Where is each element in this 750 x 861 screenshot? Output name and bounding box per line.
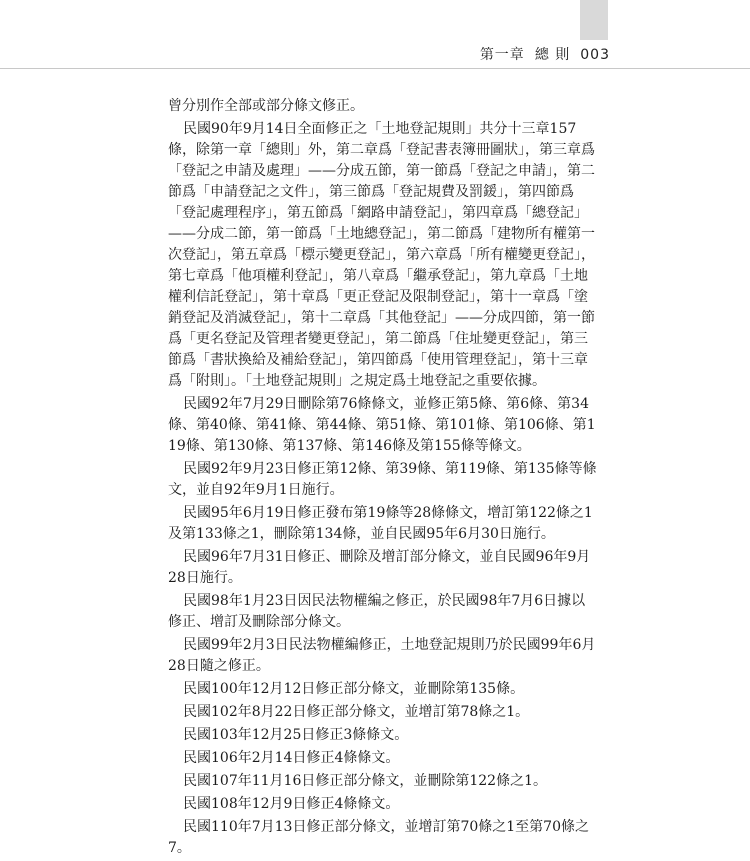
page-body <box>168 96 598 861</box>
paragraph: 民國108年12月9日修正4條條文。 <box>183 796 400 812</box>
paragraph: 民國103年12月25日修正3條條文。 <box>183 727 409 743</box>
paragraph: 民國92年9月23日修正第12條、第39條、第119條、第135條等條文，並自92年9月1日施行。 <box>168 461 597 498</box>
paragraph: 民國92年7月29日刪除第76條條文，並修正第5條、第6條、第34條、第40條、第41條、第44條、第51條、第101條、第106條、第119條、第130條、第137條、第146條及第155條等條文。 <box>168 396 596 454</box>
header-rule <box>0 68 750 69</box>
paragraph: 曾分別作全部或部分條文修正。 <box>168 98 364 114</box>
paragraph: 民國106年2月14日修正4條條文。 <box>183 750 400 766</box>
section-label: 總 則 <box>534 47 571 63</box>
page-thumb-tab <box>580 0 608 40</box>
paragraph: 民國96年7月31日修正、刪除及增訂部分條文，並自民國96年9月28日施行。 <box>168 549 591 586</box>
paragraph: 民國100年12月12日修正部分條文，並刪除第135條。 <box>183 681 525 697</box>
paragraph: 民國90年9月14日全面修正之「土地登記規則」共分十三章157條，除第一章「總則」外，第二章爲「登記書表簿冊圖狀」，第三章爲「登記之申請及處理」——分成五節，第一節爲「登記之申請」，第二節爲「申請登記之文件」，第三節爲「登記規費及罰鍰」，第四節爲「登記處理程序」，第五節爲「網路申請登記」，第四章爲「總登記」——分成二節，第一節爲「土地總登記」，第二節爲「建物所有權第一次登記」，第五章爲「標示變更登記」，第六章爲「所有權變更登記」，第七章爲「他項權利登記」，第八章爲「繼承登記」，第九章爲「土地權利信託登記」，第十章爲「更正登記及限制登記」，第十一章爲「塗銷登記及消滅登記」，第十二章爲「其他登記」——分成四節，第一節爲「更名登記及管理者變更登記」，第二節爲「住址變更登記」，第三節爲「書狀換給及補給登記」，第四節爲「使用管理登記」，第十三章爲「附則」。「土地登記規則」之規定爲土地登記之重要依據。 <box>168 121 595 389</box>
paragraph: 民國98年1月23日因民法物權編之修正，於民國98年7月6日據以修正、增訂及刪除部分條文。 <box>168 593 586 630</box>
running-header <box>480 44 610 64</box>
paragraph: 民國107年11月16日修正部分條文，並刪除第122條之1。 <box>183 773 547 789</box>
paragraph: 民國95年6月19日修正發布第19條等28條條文，增訂第122條之1及第133條之1，刪除第134條，並自民國95年6月30日施行。 <box>168 505 593 542</box>
chapter-label: 第一章 <box>479 47 525 63</box>
page-number: 003 <box>580 47 610 63</box>
paragraph: 民國110年7月13日修正部分條文，並增訂第70條之1至第70條之7。 <box>168 819 589 856</box>
paragraph: 民國99年2月3日民法物權編修正，土地登記規則乃於民國99年6月28日隨之修正。 <box>168 637 596 674</box>
paragraph: 民國102年8月22日修正部分條文，並增訂第78條之1。 <box>183 704 530 720</box>
